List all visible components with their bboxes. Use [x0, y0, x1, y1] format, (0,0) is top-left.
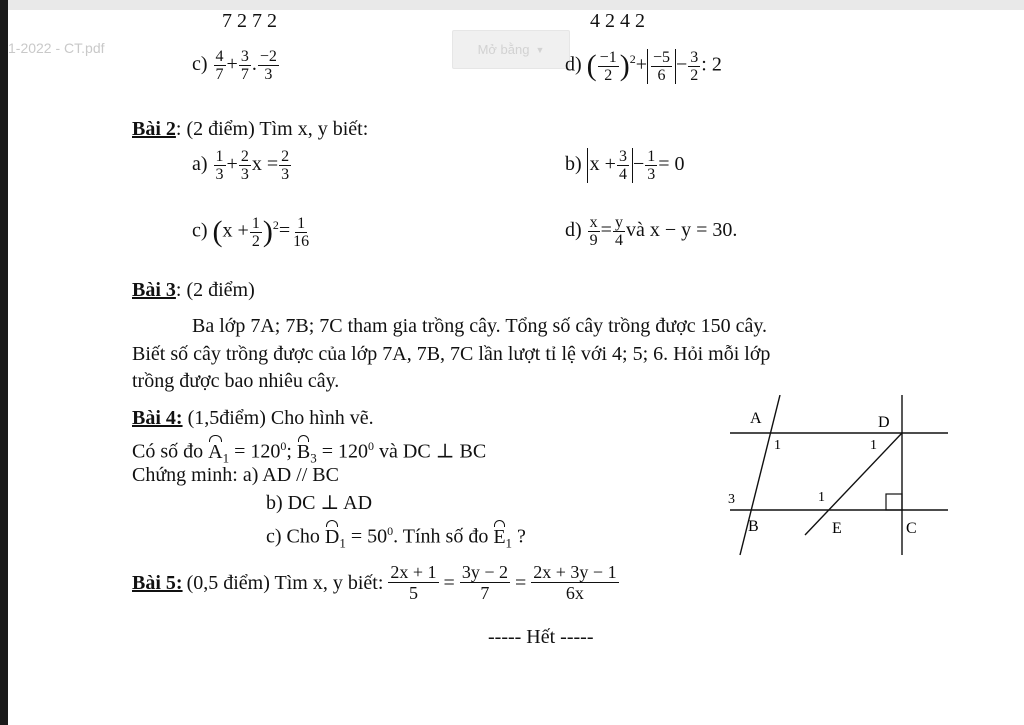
bai2-text: : (2 điểm) Tìm x, y biết:: [175, 118, 369, 140]
bai2-heading: Bài 2: [132, 118, 176, 140]
label-C: C: [906, 520, 917, 537]
chevron-down-icon: ▼: [535, 44, 545, 55]
bai2-d-tail: và x − y = 30.: [625, 219, 738, 242]
label-D: D: [878, 414, 890, 431]
bai3-text: : (2 điểm): [175, 279, 255, 301]
bai4-given-prefix: Có số đo: [132, 440, 204, 463]
bai4-c-mid: . Tính số đo: [393, 525, 489, 548]
bai2-b-label: b): [565, 153, 582, 176]
bai1-d-label: d): [565, 53, 582, 76]
bai2-c-label: c): [192, 219, 208, 242]
bai2-a-label: a): [192, 153, 208, 176]
bai1-c: c) $\frac{4}{7}$ + $\frac{3}{7}$ . $\frac{-2}{3}$: [192, 48, 277, 83]
label-A: A: [750, 410, 762, 427]
bai2-c: c) (x + $\frac{1}{2}$ )$^2$= $\frac{1}{16}$: [192, 214, 310, 250]
bai4-c-end: ?: [517, 525, 526, 548]
bai2-d-label: d): [565, 219, 582, 242]
open-with-button[interactable]: [452, 30, 570, 69]
bai1-c-label: c): [192, 53, 208, 76]
bai4-text: (1,5điểm) Cho hình vẽ.: [182, 407, 374, 429]
page-top-shade: [8, 0, 1024, 10]
bai4-given: Có số đo $A_1 = 120^0$; $B_3 = 120^0$ và DC ⊥ BC: [132, 439, 487, 466]
bai5-heading: Bài 5:: [132, 571, 183, 594]
cut-denominators-right: 4 2 4 2: [590, 10, 645, 32]
bai3-heading: Bài 3: [132, 279, 176, 301]
bai1-d: d) ( $\frac{-1}{2}$ )$^2$+ $\frac{-5}{6}$ − $\frac{3}{2}$ : 2: [565, 48, 722, 84]
angle-E1: 1: [818, 490, 825, 505]
bai3-line3: trồng được bao nhiêu cây.: [132, 370, 340, 392]
footer-end: ----- Hết -----: [488, 626, 594, 648]
bai4-heading: Bài 4:: [132, 407, 183, 429]
bai2-a: a) $\frac{1}{3}$ + $\frac{2}{3}$ x = $\frac{2}{3}$: [192, 148, 290, 183]
open-with-label: Mở bằng: [477, 42, 530, 57]
label-B: B: [748, 518, 759, 535]
angle-D1: 1: [870, 438, 877, 453]
bai2-title: [132, 118, 368, 140]
bai2-d: d) $\frac{x}{9}$ = $\frac{y}{4}$ và x − y = 30.: [565, 214, 738, 249]
bai3-line1: Ba lớp 7A; 7B; 7C tham gia trồng cây. Tổng số cây trồng được 150 cây.: [192, 315, 768, 337]
bai3-title: [132, 279, 255, 301]
bai4-c: c) Cho $D_1 = 50^0$. Tính số đo $E_1$ ?: [266, 524, 526, 551]
bai2-b: b) x + $\frac{3}{4}$ − $\frac{1}{3}$ = 0: [565, 148, 685, 183]
bai5-text: (0,5 điểm) Tìm x, y biết:: [186, 571, 384, 594]
bai4-c-prefix: c) Cho: [266, 525, 320, 548]
bai4-title: [132, 407, 374, 429]
file-title: 1-2022 - CT.pdf: [8, 40, 105, 56]
left-dark-bar: [0, 0, 8, 725]
bai4-prove: Chứng minh: a) AD // BC: [132, 464, 339, 486]
bai5: Bài 5: (0,5 điểm) Tìm x, y biết: $\frac{2x + 1}{5}$ = $\frac{3y - 2}{7}$ = $\frac{2x + 3y - 1}{6x}$: [132, 562, 617, 603]
label-E: E: [832, 520, 842, 537]
line-DE: [805, 433, 902, 535]
bai4-given-mid: và DC ⊥ BC: [379, 440, 487, 463]
angle-B3: 3: [728, 492, 735, 507]
cut-denominators-left: 7 2 7 2: [222, 10, 277, 32]
angle-A1: 1: [774, 438, 781, 453]
bai3-line2: Biết số cây trồng được của lớp 7A, 7B, 7C lần lượt tỉ lệ với 4; 5; 6. Hỏi mỗi lớp: [132, 343, 771, 365]
bai4-b: b) DC ⊥ AD: [266, 492, 373, 514]
right-angle-mark: [886, 494, 902, 510]
geometry-figure: [720, 395, 960, 565]
